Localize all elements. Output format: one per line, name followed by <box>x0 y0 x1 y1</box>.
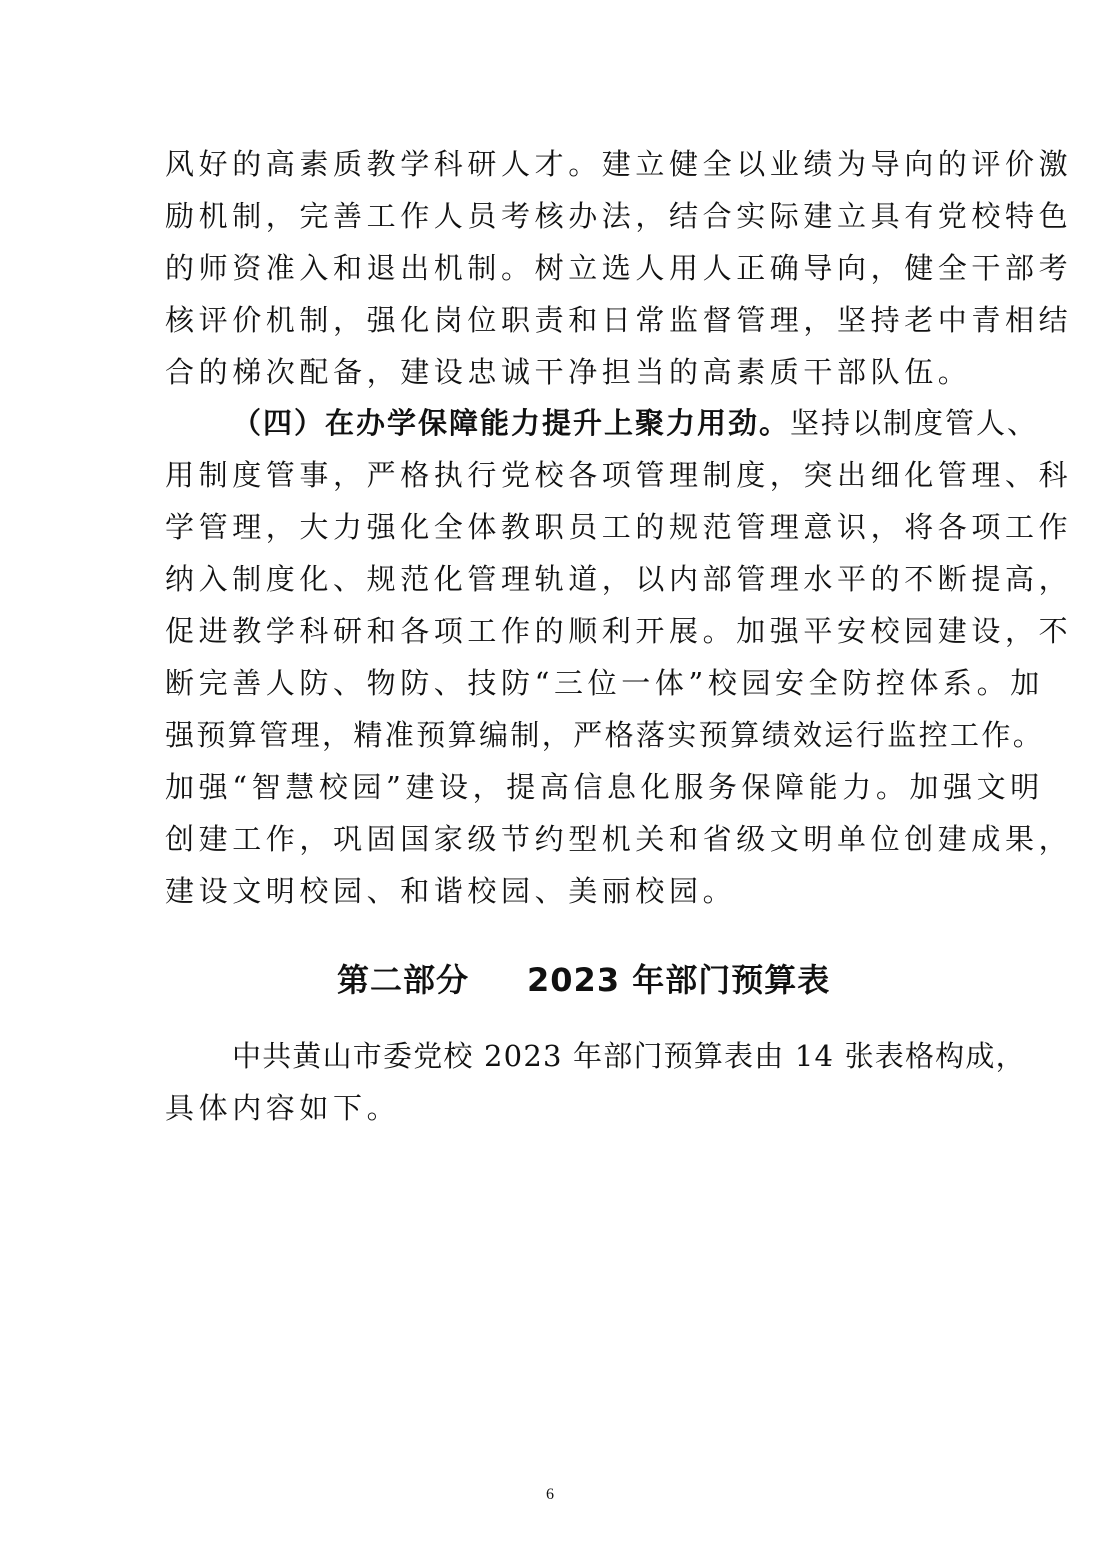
body-line: 核评价机制，强化岗位职责和日常监督管理，坚持老中青相结 <box>165 303 1073 337</box>
body-line: 励机制，完善工作人员考核办法，结合实际建立具有党校特色 <box>165 199 1073 233</box>
body-line: 促进教学科研和各项工作的顺利开展。加强平安校园建设，不 <box>165 614 1073 648</box>
paragraph-heading: （四）在办学保障能力提升上聚力用劲。 <box>232 406 791 440</box>
body-line: 中共黄山市委党校 2023 年部门预算表由 14 张表格构成， <box>232 1039 1026 1073</box>
body-line: 用制度管事，严格执行党校各项管理制度，突出细化管理、科 <box>165 458 1073 492</box>
section-title: 2023 年部门预算表 <box>527 961 831 999</box>
body-line: 风好的高素质教学科研人才。建立健全以业绩为导向的评价激 <box>165 147 1073 181</box>
section-part-label: 第二部分 <box>337 961 470 999</box>
body-line: 纳入制度化、规范化管理轨道，以内部管理水平的不断提高， <box>165 562 1073 596</box>
body-line: 建设文明校园、和谐校园、美丽校园。 <box>165 874 737 908</box>
body-line: 学管理，大力强化全体教职员工的规范管理意识，将各项工作 <box>165 510 1073 544</box>
body-line: 强预算管理，精准预算编制，严格落实预算绩效运行监控工作。 <box>165 718 1045 752</box>
body-line: 的师资准入和退出机制。树立选人用人正确导向，健全干部考 <box>165 251 1073 285</box>
body-line: 合的梯次配备，建设忠诚干净担当的高素质干部队伍。 <box>165 355 972 389</box>
page-number: 6 <box>546 1486 554 1503</box>
paragraph-heading-continuation: 坚持以制度管人、 <box>790 406 1039 440</box>
body-line: 具体内容如下。 <box>165 1091 401 1125</box>
body-line: 创建工作，巩固国家级节约型机关和省级文明单位创建成果， <box>165 822 1073 856</box>
body-line: 断完善人防、物防、技防“三位一体”校园安全防控体系。加 <box>165 666 1044 700</box>
body-line: 加强“智慧校园”建设，提高信息化服务保障能力。加强文明 <box>165 770 1044 804</box>
section-heading <box>337 958 830 1002</box>
paragraph-heading-line <box>232 403 1038 443</box>
